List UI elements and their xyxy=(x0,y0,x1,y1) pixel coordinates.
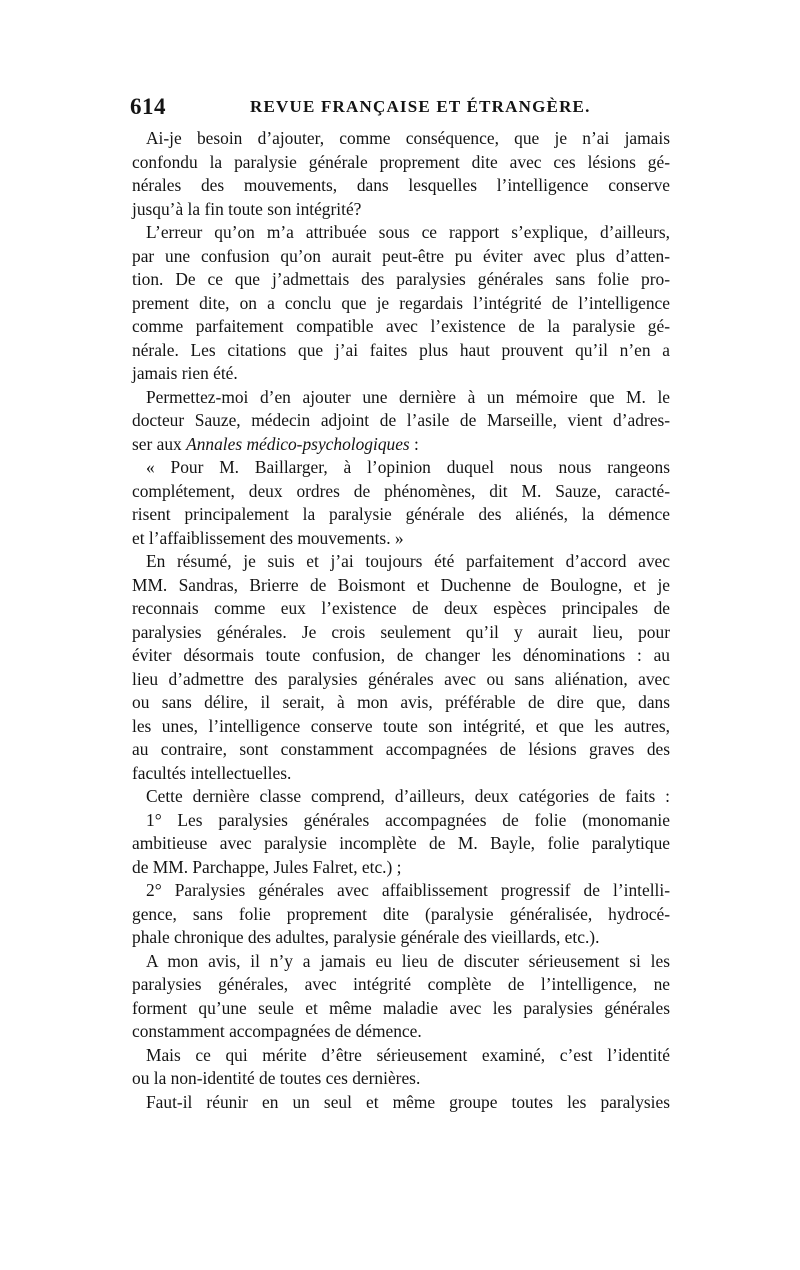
text-line xyxy=(132,362,670,386)
running-title: REVUE FRANÇAISE ET ÉTRANGÈRE. xyxy=(250,97,591,116)
text-line xyxy=(132,151,670,175)
line-text: nérales des mouvements, dans lesquelles l’intelligence conserve xyxy=(132,175,670,195)
text-line xyxy=(132,527,670,551)
text-line xyxy=(132,1020,670,1044)
line-text: gence, sans folie proprement dite (paralysie généralisée, hydrocé- xyxy=(132,903,670,924)
body-text xyxy=(132,127,670,1114)
page-header xyxy=(130,94,670,122)
text-line xyxy=(132,174,670,198)
line-text: constamment accompagnées de démence. xyxy=(132,1021,422,1041)
text-line xyxy=(132,386,670,410)
line-text: 2° Paralysies générales avec affaiblissement progressif de l’intelli- xyxy=(146,880,670,900)
text-line xyxy=(132,245,670,269)
line-text: ser aux xyxy=(132,433,187,454)
text-line xyxy=(132,621,670,645)
text-line xyxy=(132,973,670,997)
line-text: Ai-je besoin d’ajouter, comme conséquence, que je n’ai jamais xyxy=(146,128,670,148)
text-line xyxy=(132,785,670,809)
line-text: tion. De ce que j’admettais des paralysies générales sans folie pro- xyxy=(132,269,670,289)
text-line xyxy=(132,480,670,504)
text-line xyxy=(132,1067,670,1091)
line-text: phale chronique des adultes, paralysie générale des vieillards, etc.). xyxy=(132,927,600,947)
line-text: risent principalement la paralysie générale des aliénés, la démence xyxy=(132,504,670,524)
text-line xyxy=(132,879,670,903)
text-line xyxy=(132,715,670,739)
line-text: forment qu’une seule et même maladie avec les paralysies générales xyxy=(132,997,670,1018)
line-text: jamais rien été. xyxy=(132,363,238,383)
line-text: confondu la paralysie générale proprement dite avec ces lésions gé- xyxy=(132,151,670,172)
text-line xyxy=(132,339,670,363)
text-line xyxy=(132,315,670,339)
text-line xyxy=(132,926,670,950)
line-text: ou la non-identité de toutes ces dernières. xyxy=(132,1068,421,1088)
page-number: 614 xyxy=(130,94,166,119)
line-text: reconnais comme eux l’existence de deux espèces principales de xyxy=(132,598,670,618)
line-text: lieu d’admettre des paralysies générales avec ou sans aliénation, avec xyxy=(132,668,670,689)
line-text: Mais ce qui mérite d’être sérieusement examiné, c’est l’identité xyxy=(146,1044,670,1065)
line-text: comme parfaitement compatible avec l’existence de la paralysie gé- xyxy=(132,316,670,336)
line-text: MM. Sandras, Brierre de Boismont et Duchenne de Boulogne, et je xyxy=(132,574,670,595)
line-text: En résumé, je suis et j’ai toujours été parfaitement d’accord avec xyxy=(146,551,670,571)
text-line xyxy=(132,691,670,715)
line-text: les unes, l’intelligence conserve toute son intégrité, et que les autres, xyxy=(132,715,670,736)
line-text: au contraire, sont constamment accompagnées de lésions graves des xyxy=(132,739,670,759)
line-text: paralysies générales, avec intégrité complète de l’intelligence, ne xyxy=(132,974,670,994)
journal-title: Annales médico-psychologiques xyxy=(186,433,410,454)
text-line xyxy=(132,762,670,786)
text-line xyxy=(132,503,670,527)
line-text: paralysies générales. Je crois seulement qu’il y aurait lieu, pour xyxy=(132,621,670,642)
line-text: éviter désormais toute confusion, de changer les dénominations : au xyxy=(132,645,670,665)
line-text: ambitieuse avec paralysie incomplète de M. Bayle, folie paralytique xyxy=(132,833,670,853)
line-text: prement dite, on a conclu que je regardais l’intégrité de l’intelligence xyxy=(132,292,670,313)
line-text: nérale. Les citations que j’ai faites plus haut prouvent qu’il n’en a xyxy=(132,339,670,360)
line-text: « Pour M. Baillarger, à l’opinion duquel nous nous rangeons xyxy=(146,457,670,477)
line-text: et l’affaiblissement des mouvements. » xyxy=(132,527,404,548)
text-line xyxy=(132,127,670,151)
text-line xyxy=(132,221,670,245)
line-text-suffix: : xyxy=(409,433,419,454)
line-text: ou sans délire, il serait, à mon avis, préférable de dire que, dans xyxy=(132,692,670,712)
line-text: L’erreur qu’on m’a attribuée sous ce rapport s’explique, d’ailleurs, xyxy=(146,222,670,242)
text-line xyxy=(132,903,670,927)
text-line xyxy=(132,856,670,880)
text-line xyxy=(132,550,670,574)
text-line xyxy=(132,597,670,621)
line-text: Permettez-moi d’en ajouter une dernière à un mémoire que M. le xyxy=(146,386,670,407)
text-line xyxy=(132,668,670,692)
text-line xyxy=(132,1044,670,1068)
text-line xyxy=(132,456,670,480)
line-text: complétement, deux ordres de phénomènes, dit M. Sauze, caracté- xyxy=(132,480,670,501)
line-text: 1° Les paralysies générales accompagnées de folie (monomanie xyxy=(146,809,670,830)
text-line xyxy=(132,198,670,222)
text-line xyxy=(132,738,670,762)
text-line xyxy=(132,832,670,856)
line-text: A mon avis, il n’y a jamais eu lieu de discuter sérieusement si les xyxy=(146,950,670,971)
text-line xyxy=(132,292,670,316)
line-text: par une confusion qu’on aurait peut-être pu éviter avec plus d’atten- xyxy=(132,245,670,266)
text-line xyxy=(132,809,670,833)
text-line xyxy=(132,268,670,292)
text-line xyxy=(132,574,670,598)
text-line xyxy=(132,433,670,457)
text-line xyxy=(132,644,670,668)
line-text: de MM. Parchappe, Jules Falret, etc.) ; xyxy=(132,856,402,877)
line-text: jusqu’à la fin toute son intégrité? xyxy=(132,198,362,219)
line-text: Cette dernière classe comprend, d’ailleurs, deux catégories de faits : xyxy=(146,786,670,806)
line-text: facultés intellectuelles. xyxy=(132,762,292,783)
text-line xyxy=(132,409,670,433)
text-line xyxy=(132,1091,670,1115)
line-text: docteur Sauze, médecin adjoint de l’asile de Marseille, vient d’adres- xyxy=(132,410,670,430)
line-text: Faut-il réunir en un seul et même groupe toutes les paralysies xyxy=(146,1091,670,1112)
text-line xyxy=(132,950,670,974)
text-line xyxy=(132,997,670,1021)
